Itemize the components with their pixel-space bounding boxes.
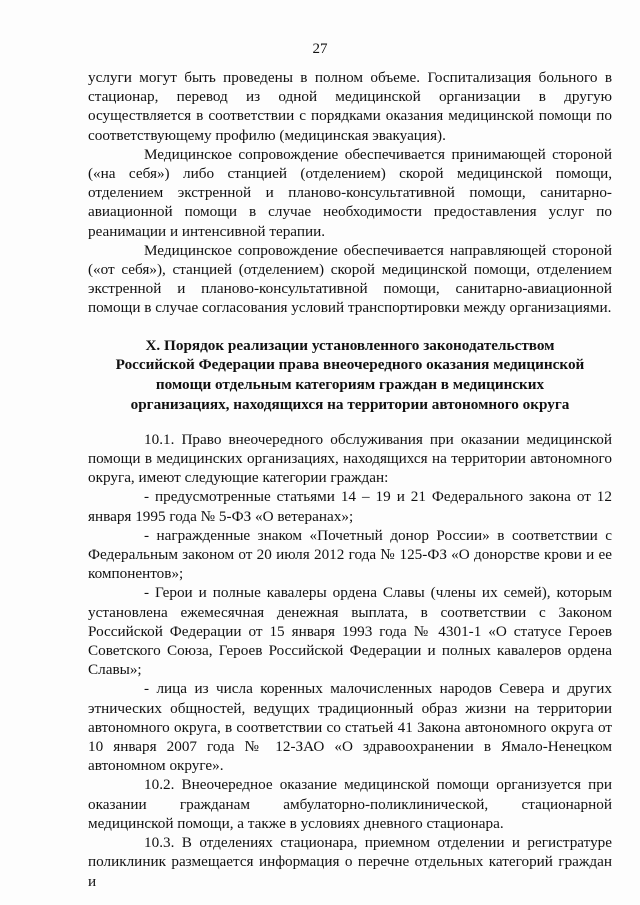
- clause-10-1-intro: 10.1. Право внеочередного обслуживания при оказании медицинской помощи в медицинских организациях, находящихся на территории автономного округа, имеют следующие категории граждан:: [88, 430, 612, 487]
- clause-10-2: 10.2. Внеочередное оказание медицинской помощи организуется при оказании гражданам амбулаторно-поликлинической, стационарной медицинской помощи, а также в условиях дневного стационара.: [88, 776, 612, 832]
- page-number: 27: [312, 41, 328, 57]
- section-heading: X. Порядок реализации установленного законодательством Российской Федерации права внеочередного оказания медицинской помощи отдельным категориям граждан в медицинских организациях, находящихся на территории автономного округа: [115, 336, 585, 414]
- list-item: - предусмотренные статьями 14 – 19 и 21 Федерального закона от 12 января 1995 года № 5-ФЗ «О ветеранах»;: [88, 488, 612, 525]
- list-item: - Герои и полные кавалеры ордена Славы (члены их семей), которым установлена ежемесячная денежная выплата, в соответствии с Законом Российской Федерации от 15 января 1993 года № 4301-1 «О статусе Героев Советского Союза, Героев Российской Федерации и полных кавалеров ордена Славы»;: [88, 584, 612, 679]
- clause-10-3: 10.3. В отделениях стационара, приемном отделении и регистратуре поликлиник размещается информация о перечне отдельных категорий граждан и: [88, 834, 612, 890]
- list-item: - награжденные знаком «Почетный донор России» в соответствии с Федеральным законом от 20 июля 2012 года № 125-ФЗ «О донорстве крови и ее компонентов»;: [88, 526, 612, 583]
- paragraph-escort-receiving: Медицинское сопровождение обеспечивается принимающей стороной («на себя») либо станцией (отделением) скорой медицинской помощи, отделением экстренной и планово-консультативной помощи, санитарно-авиационной помощи в случае необходимости предоставления услуг по реанимации и интенсивной терапии.: [88, 145, 612, 240]
- document-body: [88, 68, 612, 891]
- paragraph-continuation: услуги могут быть проведены в полном объеме. Госпитализация больного в стационар, перевод из одной медицинской организации в другую осуществляется в соответствии с порядками оказания медицинской помощи по соответствующему профилю (медицинская эвакуация).: [88, 69, 612, 144]
- list-item: - лица из числа коренных малочисленных народов Севера и других этнических общностей, ведущих традиционный образ жизни на территории автономного округа, в соответствии со статьей 41 Закона автономного округа от 10 января 2007 года № 12-ЗАО «О здравоохранении в Ямало-Ненецком автономном округе».: [88, 680, 612, 775]
- paragraph-escort-sending: Медицинское сопровождение обеспечивается направляющей стороной («от себя»), станцией (отделением) скорой медицинской помощи, отделением экстренной и планово-консультативной помощи, санитарно-авиационной помощи в случае согласования условий транспортировки между организациями.: [88, 241, 612, 317]
